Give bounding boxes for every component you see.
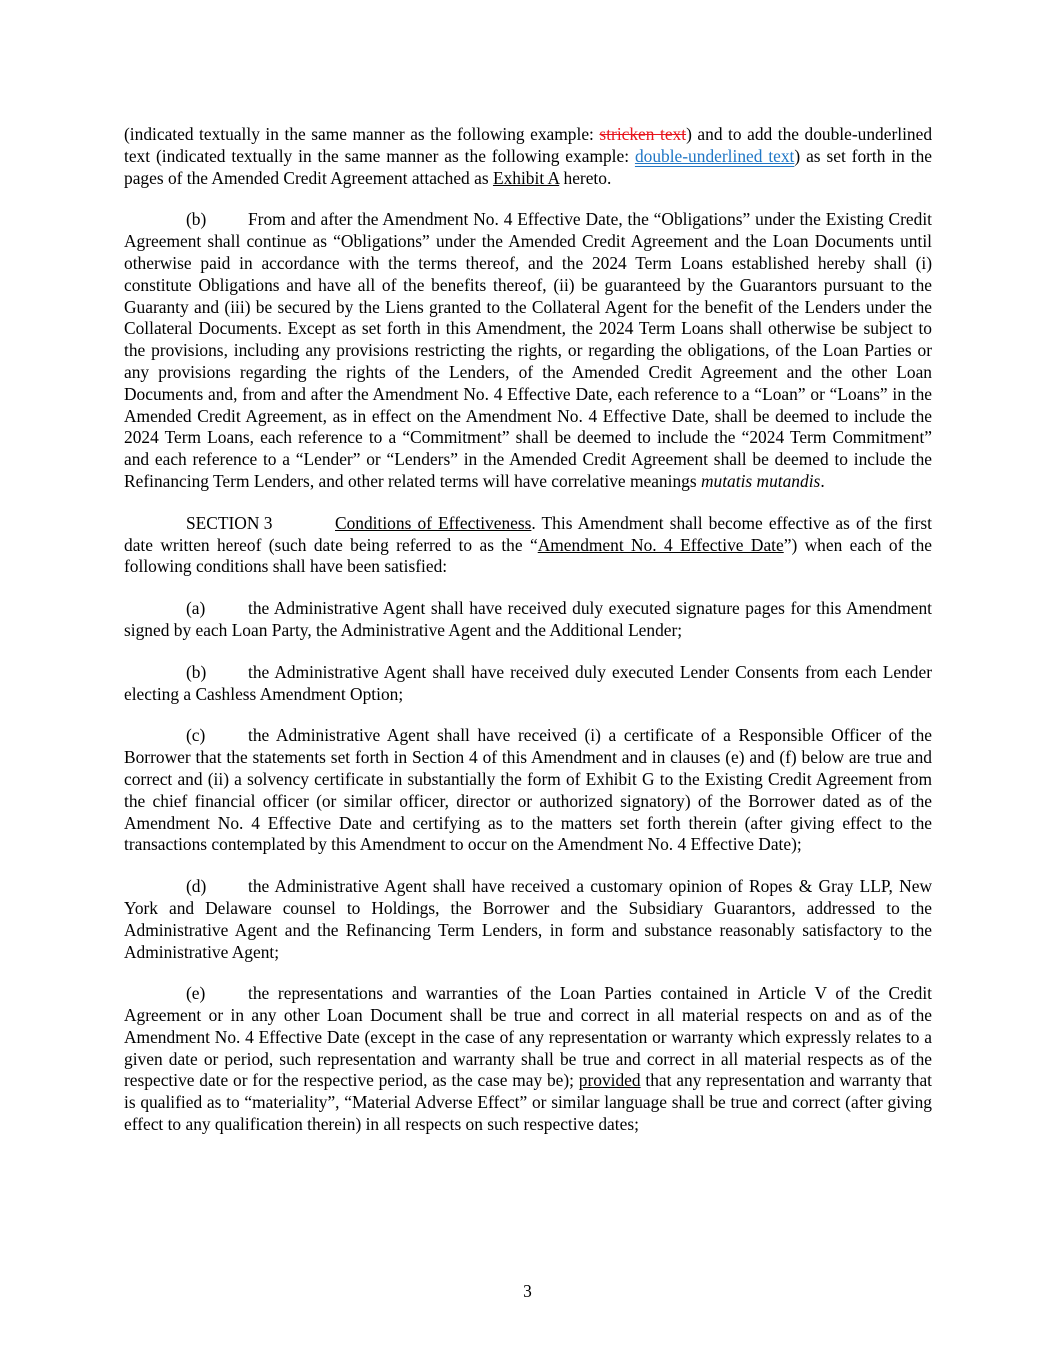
section-heading: Conditions of Effectiveness xyxy=(335,512,532,533)
defined-term: Amendment No. 4 Effective Date xyxy=(537,534,784,555)
section-text-2: ”) when each of the following conditions shall have been satisfied: xyxy=(124,534,932,577)
section-text-1: . This Amendment shall become effective as of the first date written hereof (such date being referred to as the “ xyxy=(124,512,932,555)
condition-c xyxy=(124,725,932,856)
paragraph-end: . xyxy=(820,470,825,491)
intro-text-4: hereto. xyxy=(559,167,612,188)
item-label: (e) xyxy=(186,983,206,1004)
item-text-2: that any representation and warranty that is qualified as to “materiality”, “Material Adverse Effect” or similar language shall be true and correct (after giving effect to any qualification therein) in all respects on such respective dates; xyxy=(124,1070,932,1135)
item-text: the Administrative Agent shall have received duly executed signature pages for this Amendment signed by each Loan Party, the Administrative Agent and the Additional Lender; xyxy=(124,598,932,640)
item-text-1: the representations and warranties of the Loan Parties contained in Article V of the Credit Agreement or in any other Loan Document shall be true and correct in all material respects on and as of the Amendment No. 4 Effective Date (except in the case of any representation or warranty which expressly relates to a given date or period, such representation and warranty shall be true and correct in all material respects as of the respective date or for the respective period, as the case may be); xyxy=(124,983,932,1091)
section-3-paragraph xyxy=(124,513,932,578)
document-page xyxy=(124,124,932,1156)
item-text: the Administrative Agent shall have received duly executed Lender Consents from each Lender electing a Cashless Amendment Option; xyxy=(124,661,932,704)
intro-text-3: ) as set forth in the pages of the Amended Credit Agreement attached as xyxy=(124,145,933,188)
page-number: 3 xyxy=(523,1281,532,1301)
stricken-example: stricken text xyxy=(599,124,687,144)
item-label: (b) xyxy=(186,661,207,682)
item-text: the Administrative Agent shall have received a customary opinion of Ropes & Gray LLP, New York and Delaware counsel to Holdings, the Borrower and the Subsidiary Guarantors, addressed to the Administrative Agent and the Refinancing Term Lenders, in form and substance reasonably satisfactory to the Administrative Agent; xyxy=(124,876,932,962)
paragraph-text: From and after the Amendment No. 4 Effective Date, the “Obligations” under the Existing Credit Agreement shall continue as “Obligations” under the Amended Credit Agreement and the Loan Documents until otherwise paid in accordance with the terms thereof, and the 2024 Term Loans established hereby shall (i) constitute Obligations and have all of the benefits thereof, (ii) be guaranteed by the Guarantors pursuant to the Guaranty and (iii) be secured by the Liens granted to the Collateral Agent for the benefit of the Lenders under the Collateral Documents. Except as set forth in this Amendment, the 2024 Term Loans shall otherwise be subject to the provisions, including any provisions restricting the rights, or regarding the obligations, of the Loan Parties or any provisions regarding the rights of the Lenders, of the Amended Credit Agreement and the other Loan Documents and, from and after the Amendment No. 4 Effective Date, each reference to a “Loan” or “Loans” in the Amended Credit Agreement, as in effect on the Amendment No. 4 Effective Date, shall be deemed to include the 2024 Term Loans, each reference to a “Commitment” shall be deemed to include the “2024 Term Commitment” and each reference to a “Lender” or “Lenders” in the Amended Credit Agreement shall be deemed to include the Refinancing Term Lenders, and other related terms will have correlative meanings xyxy=(124,209,932,491)
paragraph-b-obligations xyxy=(124,209,932,492)
condition-a xyxy=(124,598,932,642)
condition-d xyxy=(124,876,932,963)
section-number: SECTION 3 xyxy=(186,512,273,533)
provided-term: provided xyxy=(578,1070,641,1091)
exhibit-a-reference: Exhibit A xyxy=(492,167,560,188)
paragraph-label: (b) xyxy=(186,209,207,230)
item-label: (c) xyxy=(186,725,206,746)
condition-b xyxy=(124,662,932,706)
double-underlined-example: double-underlined text xyxy=(634,145,795,166)
intro-text-2: ) and to add the double-underlined text (indicated textually in the same manner as the following example: xyxy=(124,124,933,166)
item-text: the Administrative Agent shall have received (i) a certificate of a Responsible Officer of the Borrower that the statements set forth in Section 4 of this Amendment and in clauses (e) and (f) below are true and correct and (ii) a solvency certificate in substantially the form of Exhibit G to the Existing Credit Agreement from the chief financial officer (or similar officer, director or authorized signatory) of the Borrower dated as of the Amendment No. 4 Effective Date and certifying as to the matters set forth therein (after giving effect to the transactions contemplated by this Amendment to occur on the Amendment No. 4 Effective Date); xyxy=(124,725,932,855)
condition-e xyxy=(124,983,932,1136)
item-label: (a) xyxy=(186,598,206,619)
intro-paragraph xyxy=(124,124,932,189)
item-label: (d) xyxy=(186,876,207,897)
italic-phrase: mutatis mutandis xyxy=(700,470,821,491)
intro-text-1: (indicated textually in the same manner as the following example: xyxy=(124,124,600,144)
